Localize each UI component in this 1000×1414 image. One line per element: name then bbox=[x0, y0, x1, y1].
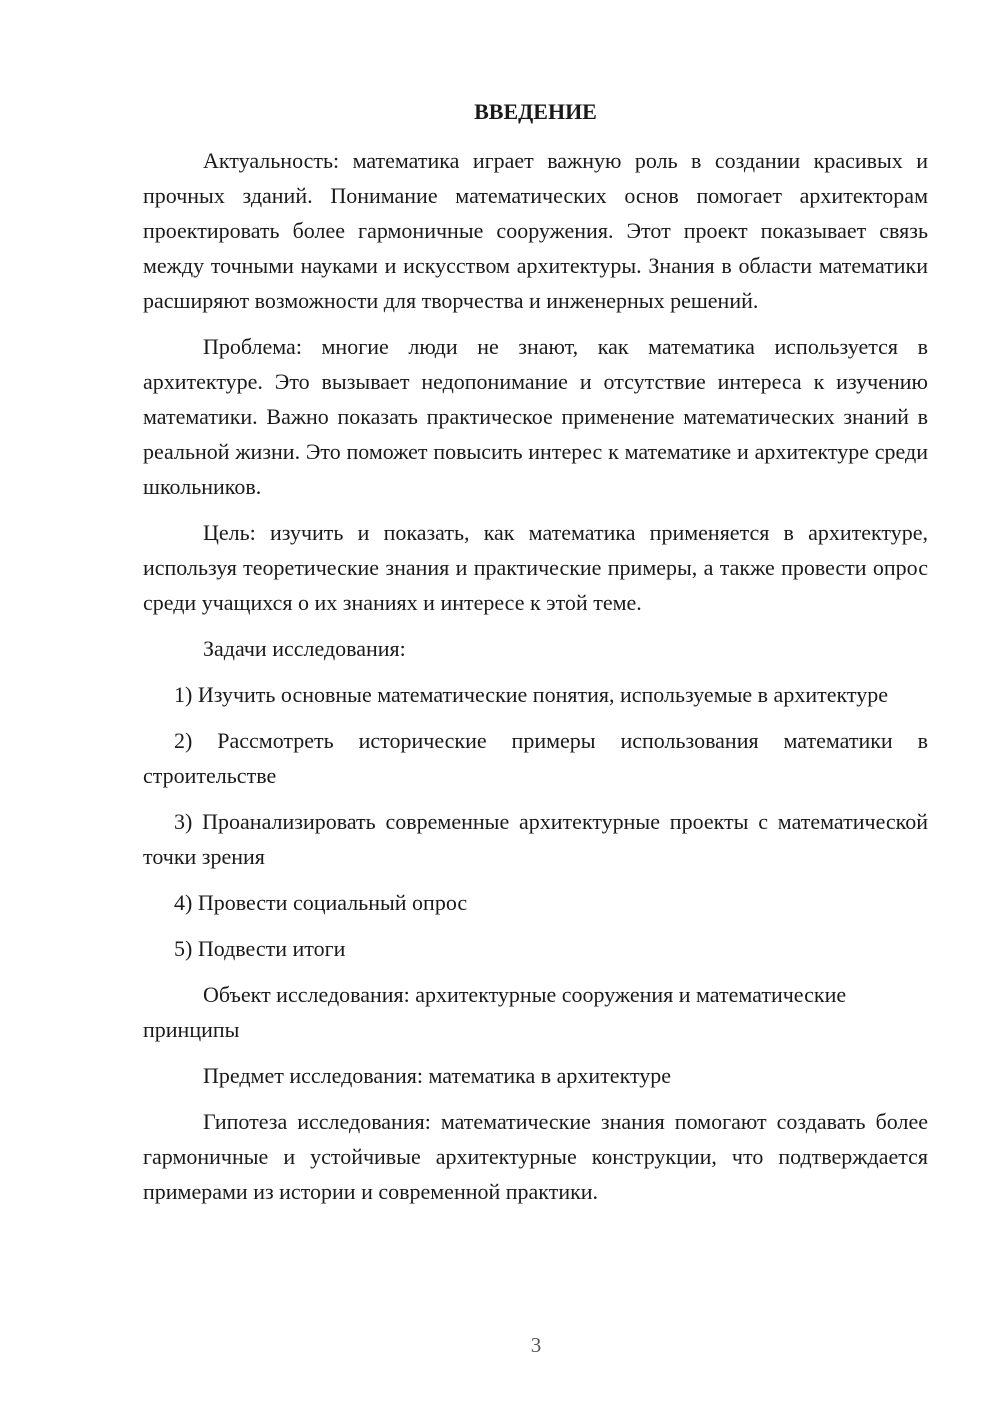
task-item-4: 4) Провести социальный опрос bbox=[174, 890, 468, 915]
problem-paragraph: Проблема: многие люди не знают, как математика используется в архитектуре. Это вызывает недопонимание и отсутствие интереса к изучению математики. Важно показать практическое применение математических знаний в реальной жизни. Это поможет повысить интерес к математике и архитектуре среди школьников. bbox=[143, 334, 928, 499]
relevance-paragraph: Актуальность: математика играет важную роль в создании красивых и прочных зданий. Понимание математических основ помогает архитекторам проектировать более гармоничные сооружения. Этот проект показывает связь между точными науками и искусством архитектуры. Знания в области математики расширяют возможности для творчества и инженерных решений. bbox=[143, 148, 928, 313]
task-item-3: 3) Проанализировать современные архитектурные проекты с математической точки зрения bbox=[143, 809, 928, 869]
subject-paragraph: Предмет исследования: математика в архитектуре bbox=[203, 1063, 672, 1088]
goal-paragraph: Цель: изучить и показать, как математика применяется в архитектуре, используя теоретические знания и практические примеры, а также провести опрос среди учащихся о их знаниях и интересе к этой теме. bbox=[143, 520, 928, 615]
page-title: ВВЕДЕНИЕ bbox=[474, 99, 597, 124]
task-item-2: 2) Рассмотреть исторические примеры использования математики в строительстве bbox=[143, 728, 928, 788]
tasks-heading: Задачи исследования: bbox=[203, 636, 406, 661]
task-item-1: 1) Изучить основные математические понятия, используемые в архитектуре bbox=[174, 682, 888, 707]
task-item-5: 5) Подвести итоги bbox=[174, 936, 346, 961]
page-number: 3 bbox=[530, 1333, 542, 1357]
hypothesis-paragraph: Гипотеза исследования: математические знания помогают создавать более гармоничные и устойчивые архитектурные конструкции, что подтверждается примерами из истории и современной практики. bbox=[143, 1109, 928, 1204]
object-paragraph: Объект исследования: архитектурные сооружения и математические принципы bbox=[143, 982, 847, 1042]
document-body bbox=[143, 94, 928, 1220]
